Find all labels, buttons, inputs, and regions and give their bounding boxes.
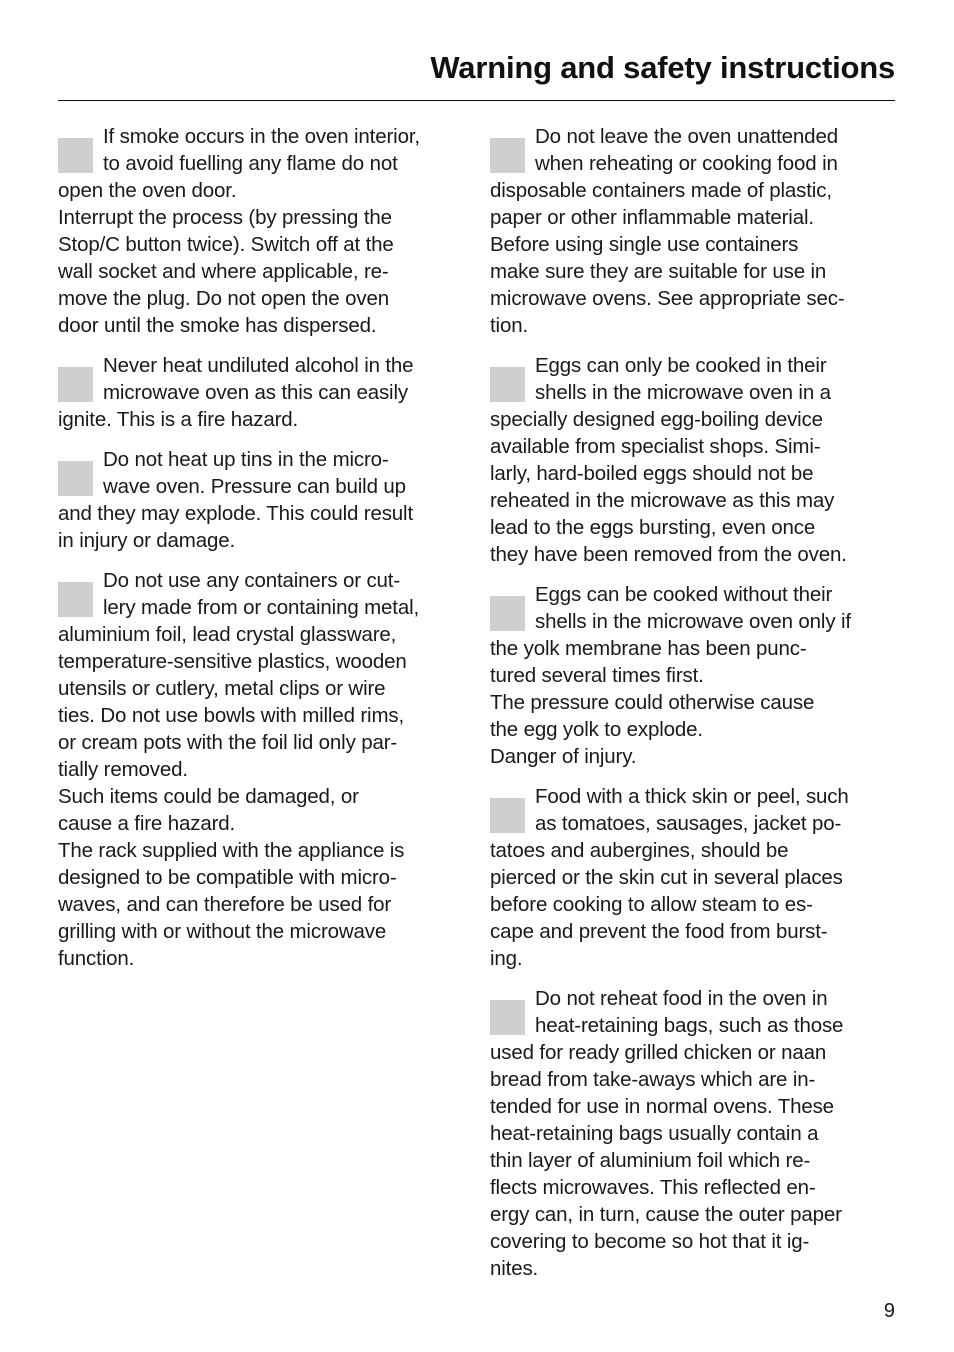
warning-text-line: tatoes and aubergines, should be bbox=[490, 839, 789, 862]
warning-text-line: flects microwaves. This reflected en- bbox=[490, 1176, 816, 1199]
warning-text-line: in injury or damage. bbox=[58, 529, 236, 552]
right-column bbox=[490, 123, 900, 1295]
warning-text-line: heat-retaining bags, such as those bbox=[535, 1014, 844, 1037]
warning-text-line: designed to be compatible with micro- bbox=[58, 866, 397, 889]
warning-text-line: larly, hard-boiled eggs should not be bbox=[490, 462, 814, 485]
warning-text-line: temperature-sensitive plastics, wooden bbox=[58, 650, 407, 673]
warning-text-line: make sure they are suitable for use in bbox=[490, 260, 827, 283]
warning-text-line: microwave ovens. See appropriate sec- bbox=[490, 287, 845, 310]
warning-item-body bbox=[58, 352, 468, 433]
warning-text-line: as tomatoes, sausages, jacket po- bbox=[535, 812, 842, 835]
warning-text-line: thin layer of aluminium foil which re- bbox=[490, 1149, 811, 1172]
warning-text-line: ergy can, in turn, cause the outer paper bbox=[490, 1203, 842, 1226]
warning-bullet-icon bbox=[490, 596, 525, 631]
warning-item bbox=[58, 446, 468, 554]
warning-text-line: they have been removed from the oven. bbox=[490, 543, 847, 566]
warning-text-line: specially designed egg-boiling device bbox=[490, 408, 823, 431]
warning-bullet-icon bbox=[58, 461, 93, 496]
warning-text-line: or cream pots with the foil lid only par- bbox=[58, 731, 398, 754]
warning-text-line: Do not leave the oven unattended bbox=[535, 125, 838, 148]
warning-text-line: Never heat undiluted alcohol in the bbox=[103, 354, 414, 377]
warning-item-body bbox=[490, 581, 900, 770]
warning-text-line: the yolk membrane has been punc- bbox=[490, 637, 807, 660]
warning-text-line: tured several times first. bbox=[490, 664, 704, 687]
warning-text-line: The pressure could otherwise cause bbox=[490, 691, 815, 714]
warning-text-line: lery made from or containing metal, bbox=[103, 596, 420, 619]
warning-bullet-icon bbox=[490, 798, 525, 833]
warning-text-line: paper or other inflammable material. bbox=[490, 206, 814, 229]
warning-text-line: tended for use in normal ovens. These bbox=[490, 1095, 834, 1118]
warning-text-line: utensils or cutlery, metal clips or wire bbox=[58, 677, 386, 700]
warning-text-line: move the plug. Do not open the oven bbox=[58, 287, 389, 310]
warning-bullet-icon bbox=[490, 138, 525, 173]
warning-text-line: Do not use any containers or cut- bbox=[103, 569, 401, 592]
warning-text-line: wall socket and where applicable, re- bbox=[58, 260, 389, 283]
warning-text-line: microwave oven as this can easily bbox=[103, 381, 408, 404]
warning-item bbox=[490, 123, 900, 339]
warning-item-body bbox=[58, 446, 468, 554]
warning-item-body bbox=[490, 123, 900, 339]
warning-item-body bbox=[58, 567, 468, 972]
warning-bullet-icon bbox=[58, 582, 93, 617]
warning-text-line: pierced or the skin cut in several places bbox=[490, 866, 843, 889]
warning-text-line: and they may explode. This could result bbox=[58, 502, 414, 525]
warning-text-line: cause a fire hazard. bbox=[58, 812, 236, 835]
warning-text-line: reheated in the microwave as this may bbox=[490, 489, 835, 512]
warning-text-line: tially removed. bbox=[58, 758, 188, 781]
left-column bbox=[58, 123, 468, 985]
warning-text-line: ing. bbox=[490, 947, 523, 970]
warning-text-line: tion. bbox=[490, 314, 528, 337]
warning-text-line: If smoke occurs in the oven interior, bbox=[103, 125, 420, 148]
warning-text-line: bread from take-aways which are in- bbox=[490, 1068, 816, 1091]
warning-text-line: ignite. This is a fire hazard. bbox=[58, 408, 299, 431]
warning-text-line: function. bbox=[58, 947, 135, 970]
warning-text-line: the egg yolk to explode. bbox=[490, 718, 703, 741]
warning-item bbox=[58, 352, 468, 433]
warning-text-line: nites. bbox=[490, 1257, 539, 1280]
warning-text-line: available from specialist shops. Simi- bbox=[490, 435, 821, 458]
warning-text-line: cape and prevent the food from burst- bbox=[490, 920, 828, 943]
warning-bullet-icon bbox=[490, 1000, 525, 1035]
warning-bullet-icon bbox=[58, 138, 93, 173]
warning-text-line: ties. Do not use bowls with milled rims, bbox=[58, 704, 405, 727]
warning-text-line: Before using single use containers bbox=[490, 233, 799, 256]
warning-text-line: Such items could be damaged, or bbox=[58, 785, 359, 808]
warning-item bbox=[58, 567, 468, 972]
warning-item bbox=[490, 352, 900, 568]
warning-text-line: shells in the microwave oven only if bbox=[535, 610, 851, 633]
warning-text-line: aluminium foil, lead crystal glassware, bbox=[58, 623, 397, 646]
warning-item bbox=[58, 123, 468, 339]
warning-text-line: shells in the microwave oven in a bbox=[535, 381, 831, 404]
warning-item-body bbox=[490, 985, 900, 1282]
warning-text-line: before cooking to allow steam to es- bbox=[490, 893, 813, 916]
warning-text-line: door until the smoke has dispersed. bbox=[58, 314, 377, 337]
warning-text-line: Eggs can be cooked without their bbox=[535, 583, 833, 606]
warning-bullet-icon bbox=[490, 367, 525, 402]
warning-text-line: Do not heat up tins in the micro- bbox=[103, 448, 389, 471]
warning-text-line: open the oven door. bbox=[58, 179, 237, 202]
warning-text-line: disposable containers made of plastic, bbox=[490, 179, 832, 202]
warning-text-line: lead to the eggs bursting, even once bbox=[490, 516, 816, 539]
warning-text-line: The rack supplied with the appliance is bbox=[58, 839, 405, 862]
warning-bullet-icon bbox=[58, 367, 93, 402]
warning-item bbox=[490, 985, 900, 1282]
page-number: 9 bbox=[883, 1300, 895, 1322]
warning-text-line: to avoid fuelling any flame do not bbox=[103, 152, 398, 175]
warning-text-line: Food with a thick skin or peel, such bbox=[535, 785, 849, 808]
page-title: Warning and safety instructions bbox=[430, 50, 895, 85]
warning-item-body bbox=[58, 123, 468, 339]
warning-item-body bbox=[490, 352, 900, 568]
warning-text-line: heat-retaining bags usually contain a bbox=[490, 1122, 819, 1145]
warning-text-line: Interrupt the process (by pressing the bbox=[58, 206, 392, 229]
warning-text-line: grilling with or without the microwave bbox=[58, 920, 387, 943]
warning-text-line: Eggs can only be cooked in their bbox=[535, 354, 827, 377]
warning-text-line: when reheating or cooking food in bbox=[535, 152, 838, 175]
warning-text-line: Do not reheat food in the oven in bbox=[535, 987, 828, 1010]
warning-text-line: wave oven. Pressure can build up bbox=[103, 475, 406, 498]
warning-item bbox=[490, 581, 900, 770]
warning-text-line: Danger of injury. bbox=[490, 745, 637, 768]
warning-item-body bbox=[490, 783, 900, 972]
warning-item bbox=[490, 783, 900, 972]
title-divider bbox=[58, 100, 895, 101]
warning-text-line: covering to become so hot that it ig- bbox=[490, 1230, 810, 1253]
warning-text-line: Stop/C button twice). Switch off at the bbox=[58, 233, 394, 256]
warning-text-line: used for ready grilled chicken or naan bbox=[490, 1041, 827, 1064]
warning-text-line: waves, and can therefore be used for bbox=[58, 893, 392, 916]
